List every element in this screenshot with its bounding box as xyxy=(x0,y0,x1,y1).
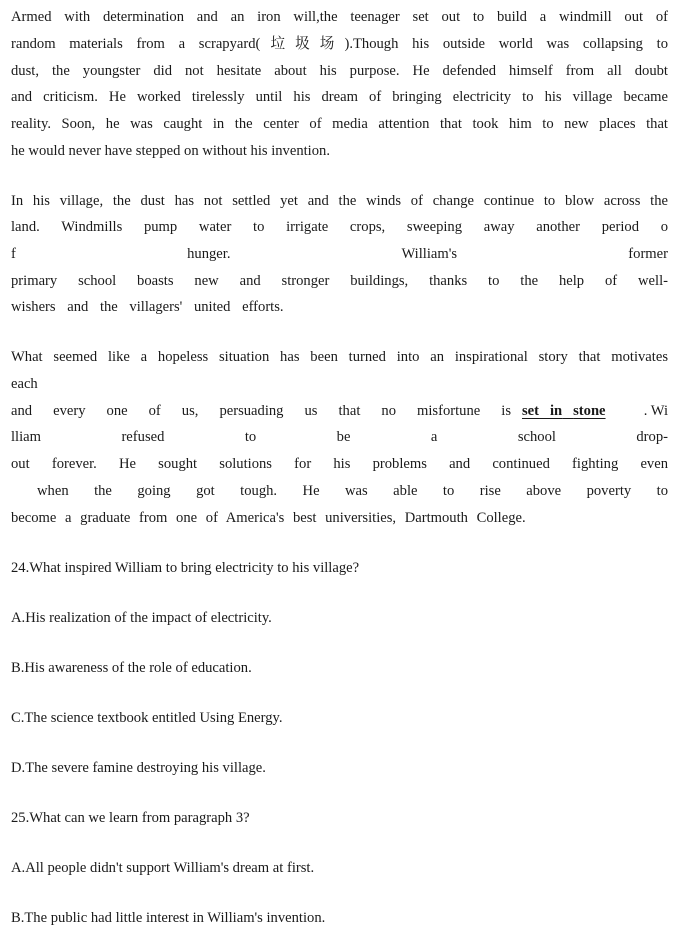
paragraph-line: lliam refused to be a school drop- xyxy=(11,429,668,445)
paragraph-line: primary school boasts new and stronger buildings, thanks to the help of well- xyxy=(11,273,668,289)
highlighted-phrase xyxy=(522,400,606,422)
paragraph-line: each xyxy=(11,376,38,392)
paragraph-line xyxy=(11,243,668,265)
paragraph-line: random materials from a scrapyard(垃圾场).Though his outside world was collapsing to xyxy=(11,36,668,52)
paragraph-line: wishers and the villagers' united efforts. xyxy=(11,299,284,315)
paragraph-line: Armed with determination and an iron will,the teenager set out to build a windmill out of xyxy=(11,9,668,25)
paragraph-line: he would never have stepped on without his invention. xyxy=(11,143,330,159)
answer-option-a: A.All people didn't support William's dream at first. xyxy=(11,860,315,876)
phrase-word: in xyxy=(549,403,563,419)
paragraph-line: land. Windmills pump water to irrigate crops, sweeping away another period o xyxy=(11,219,668,235)
paragraph-line: when the going got tough. He was able to rise above poverty to xyxy=(37,483,668,499)
paragraph-line: dust, the youngster did not hesitate about his purpose. He defended himself from all doubt xyxy=(11,63,668,79)
paragraph-line-text: and every one of us, persuading us that no misfortune is xyxy=(11,403,511,419)
paragraph-line-text: . Wi xyxy=(643,403,668,419)
answer-option-b: B.His awareness of the role of education. xyxy=(11,660,252,676)
question-stem: 25.What can we learn from paragraph 3? xyxy=(11,810,250,826)
paragraph-line: out forever. He sought solutions for his problems and continued fighting even xyxy=(11,456,668,472)
paragraph-line-text: f hunger. William's former xyxy=(11,246,668,262)
phrase-word: stone xyxy=(573,403,606,419)
question-stem: 24.What inspired William to bring electricity to his village? xyxy=(11,560,360,576)
answer-option-c: C.The science textbook entitled Using Energy. xyxy=(11,710,283,726)
answer-option-d: D.The severe famine destroying his village. xyxy=(11,760,266,776)
paragraph-line: become a graduate from one of America's best universities, Dartmouth College. xyxy=(11,510,526,526)
answer-option-b: B.The public had little interest in William's invention. xyxy=(11,910,326,926)
paragraph-line: and criticism. He worked tirelessly until his dream of bringing electricity to his village became xyxy=(11,89,668,105)
paragraph-line: reality. Soon, he was caught in the center of media attention that took him to new places that xyxy=(11,116,668,132)
paragraph-line: What seemed like a hopeless situation has been turned into an inspirational story that motivates xyxy=(11,349,668,365)
answer-option-a: A.His realization of the impact of electricity. xyxy=(11,610,272,626)
paragraph-line-with-phrase xyxy=(11,400,668,422)
paragraph-line: In his village, the dust has not settled yet and the winds of change continue to blow across the xyxy=(11,193,668,209)
phrase-word: set xyxy=(522,403,540,419)
